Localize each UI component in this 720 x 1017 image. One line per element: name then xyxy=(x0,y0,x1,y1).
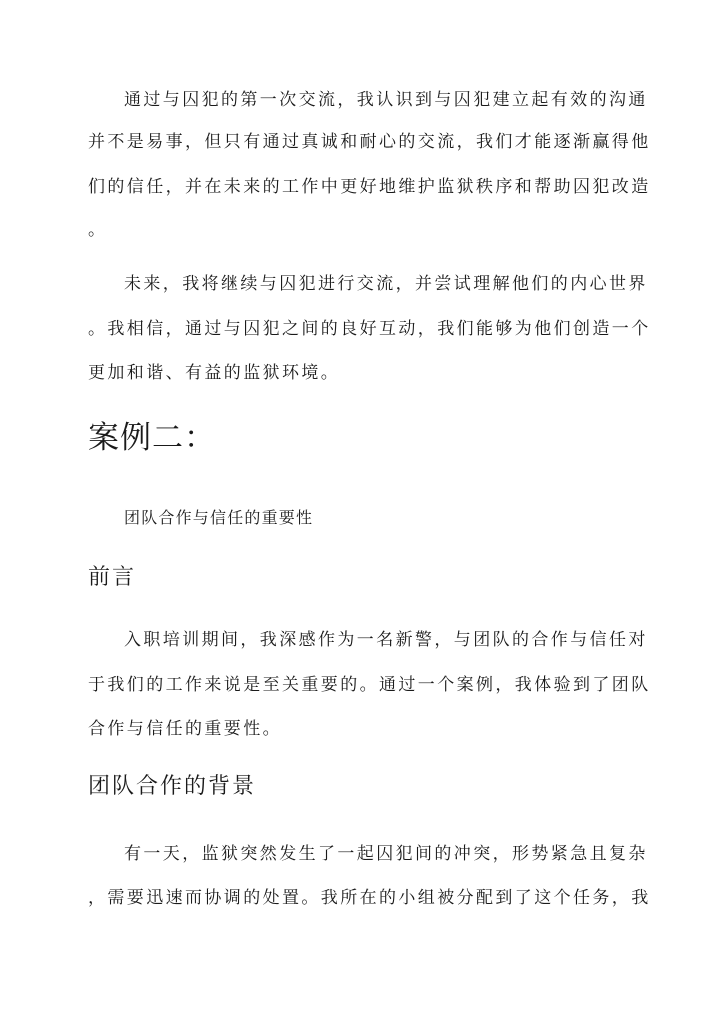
paragraph-line: 合作与信任的重要性。 xyxy=(88,719,282,739)
paragraph-line: 更加和谐、有益的监狱环境。 xyxy=(88,363,341,383)
paragraph-line: 于我们的工作来说是至关重要的。通过一个案例，我体验到了团队 xyxy=(88,675,651,695)
paragraph-line: 。 xyxy=(88,220,108,240)
case-heading: 案例二： xyxy=(88,420,216,456)
paragraph-line: 通过与囚犯的第一次交流，我认识到与囚犯建立起有效的沟通 xyxy=(124,90,648,110)
paragraph-line: 入职培训期间，我深感作为一名新警，与团队的合作与信任对 xyxy=(124,630,648,650)
paragraph-line: 未来，我将继续与囚犯进行交流，并尝试理解他们的内心世界 xyxy=(124,274,648,294)
paragraph-line: 们的信任，并在未来的工作中更好地维护监狱秩序和帮助囚犯改造 xyxy=(88,177,651,197)
paragraph-line: 。我相信，通过与囚犯之间的良好互动，我们能够为他们创造一个 xyxy=(88,319,651,339)
paragraph-line: 有一天，监狱突然发生了一起囚犯间的冲突，形势紧急且复杂 xyxy=(124,844,648,864)
paragraph-line: 并不是易事，但只有通过真诚和耐心的交流，我们才能逐渐赢得他 xyxy=(88,132,651,152)
preface-heading: 前言 xyxy=(88,565,137,590)
case-subtitle: 团队合作与信任的重要性 xyxy=(124,508,314,527)
paragraph-line: ，需要迅速而协调的处置。我所在的小组被分配到了这个任务，我 xyxy=(88,888,651,908)
background-heading: 团队合作的背景 xyxy=(88,774,257,799)
